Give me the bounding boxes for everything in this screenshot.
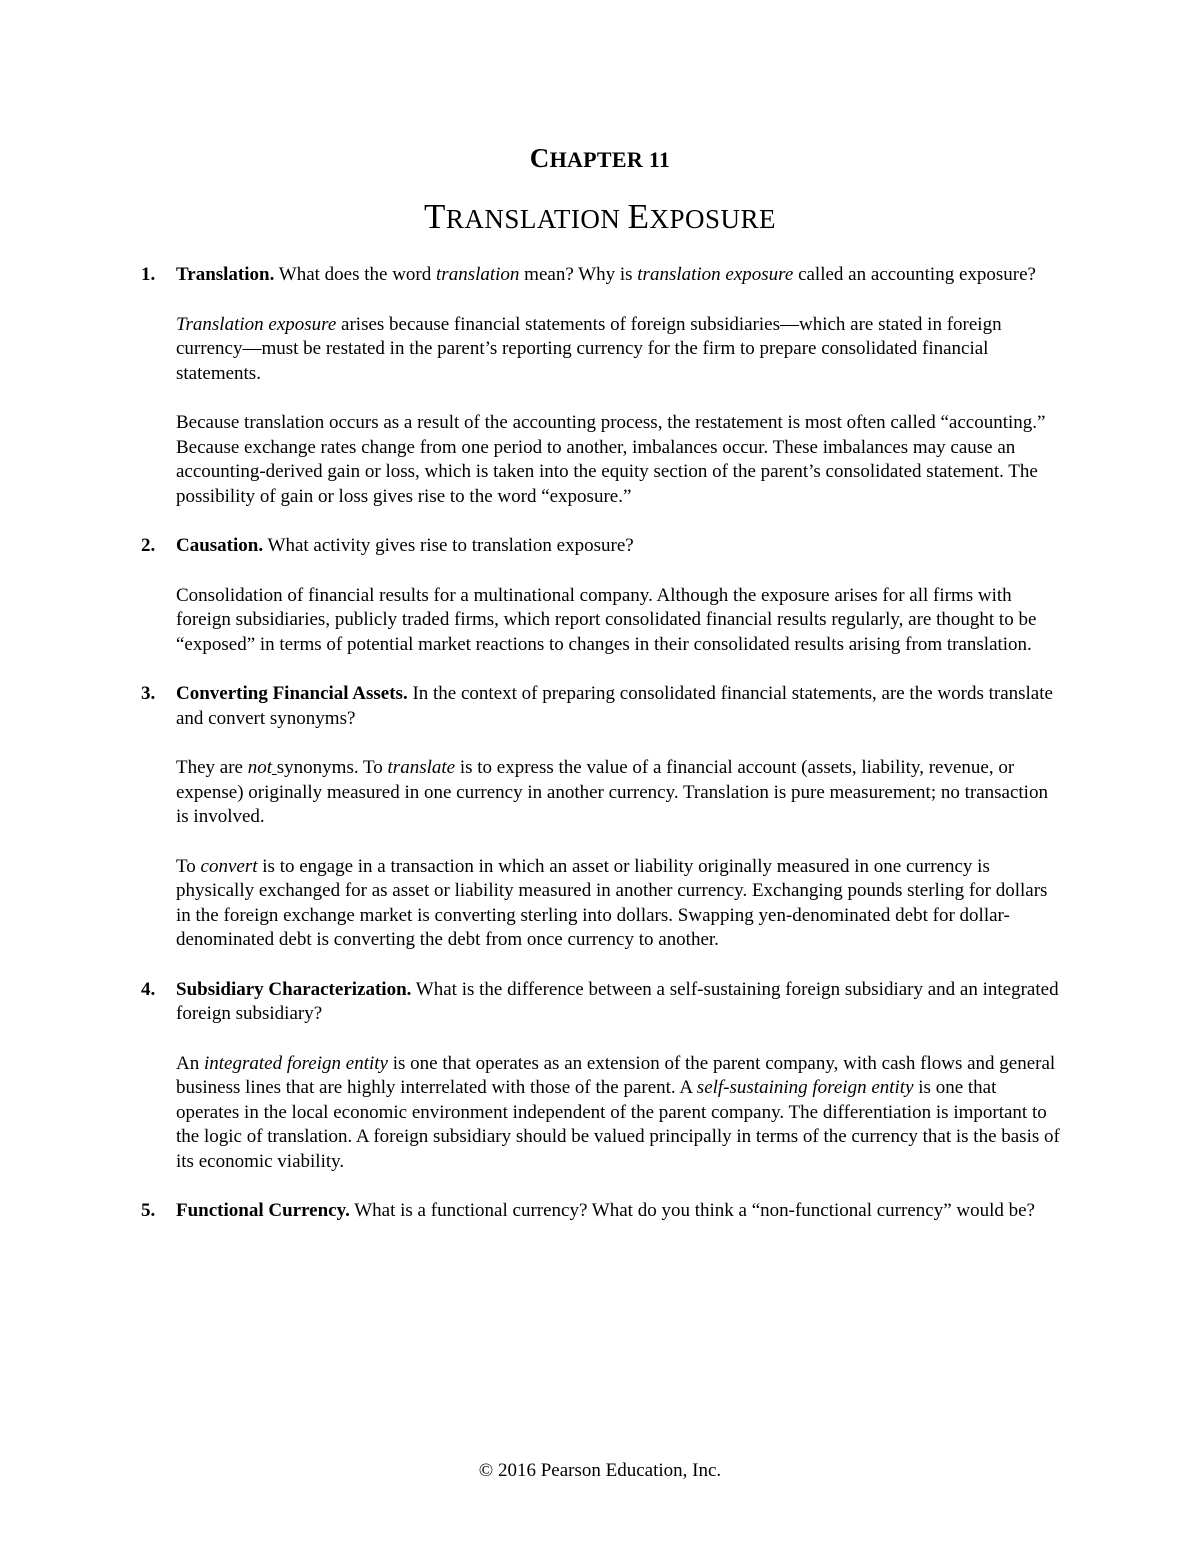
text-run: What is the difference between a self-sustaining foreign subsidiary and an integrated foreign subsidiary? — [176, 978, 1059, 1024]
italic-run: not — [247, 757, 273, 778]
question-item-3 — [141, 682, 1061, 953]
question-text — [176, 534, 1061, 559]
title-word2-rest: XPOSURE — [649, 204, 777, 234]
copyright-footer: © 2016 Pearson Education, Inc. — [478, 1460, 722, 1481]
question-heading: Subsidiary Characterization. — [176, 978, 412, 1000]
chapter-label — [0, 143, 1200, 174]
answer-paragraph: Consolidation of financial results for a multinational company. Although the exposure arises for all firms with foreign subsidiaries, publicly traded firms, which report consolidated financial results regularly, are thought to be “exposed” in terms of potential market reactions to changes in their consolidated results arising from translation. — [176, 584, 1037, 655]
question-number: 5. — [141, 1200, 156, 1221]
text-run: is one that operates as an extension of the parent company, with cash flows and general business lines that are highly interrelated with those of the parent. A — [176, 1052, 1056, 1098]
text-run: They are — [176, 757, 248, 778]
text-run: What is a functional currency? What do you think a “non-functional currency” would be? — [349, 1200, 1035, 1221]
text-run: Because translation occurs as a result of the accounting process, the restatement is most often called “accounting.” Because exchange rates change from one period to another, imbalances occur. These imbalances may cause an accounting-derived gain or loss, which is taken into the equity section of the parent’s consolidated statement. The possibility of gain or loss gives rise to the word “exposure.” — [176, 412, 1046, 507]
question-heading: Causation. — [176, 535, 264, 556]
italic-run: translation — [436, 264, 520, 285]
question-item-1 — [141, 263, 1061, 509]
italic-run: Translation exposure — [176, 313, 337, 335]
text-run: is one that operates in the local economic environment independent of the parent company. The differentiation is important to the logic of translation. A foreign subsidiary should be valued principally in terms of the currency that is the basis of its economic viability. — [176, 1077, 1060, 1172]
italic-run: integrated foreign entity — [203, 1052, 388, 1074]
answer-paragraph — [176, 1052, 1061, 1175]
question-item-2 — [141, 534, 1061, 657]
italic-run: self-sustaining foreign entity — [696, 1077, 914, 1098]
text-run: In the context of preparing consolidated financial statements, are the words translate and convert synonyms? — [176, 683, 1053, 729]
answer-paragraph — [176, 313, 1061, 387]
italic-run: translation exposure — [637, 264, 794, 285]
answer-paragraph — [176, 855, 1061, 953]
question-list — [141, 263, 1061, 1224]
question-heading: Converting Financial Assets. — [176, 683, 408, 704]
chapter-title — [0, 197, 1200, 237]
text-run: is to engage in a transaction in which an asset or liability originally measured in one currency is physically exchanged for as asset or liability measured in another currency. Exchanging pounds sterling for dollars in the foreign exchange market is converting sterling into dollars. Swapping yen-denominated debt for dollar-denominated debt is converting the debt from once currency to another. — [176, 855, 1048, 950]
question-number: 1. — [141, 264, 156, 285]
question-item-4 — [141, 978, 1061, 1175]
text-run: To — [176, 855, 201, 877]
text-run: arises because financial statements of foreign subsidiaries—which are stated in foreign currency—must be restated in the parent’s reporting currency for the firm to prepare consolidated financial statements. — [176, 313, 1002, 384]
text-run: is to express the value of a financial account (assets, liability, revenue, or expense) originally measured in one currency in another currency. Translation is pure measurement; no transaction is involved. — [176, 757, 1048, 827]
italic-run: convert — [200, 855, 258, 877]
text-run: synonyms. To — [276, 757, 388, 778]
question-heading: Functional Currency. — [176, 1200, 350, 1221]
question-number: 4. — [141, 978, 156, 1000]
title-word1-rest: RANSLATION — [445, 204, 621, 234]
text-run: What activity gives rise to translation exposure? — [263, 535, 634, 556]
text-run: called an accounting exposure? — [793, 264, 1036, 285]
question-number: 3. — [141, 683, 156, 704]
text-run: mean? Why is — [519, 264, 638, 285]
question-item-5 — [141, 1199, 1061, 1224]
question-text — [176, 682, 1061, 731]
question-number: 2. — [141, 535, 156, 556]
answer-paragraph — [176, 756, 1061, 830]
text-run: What does the word — [278, 264, 437, 285]
title-word2-initial: E — [627, 197, 650, 236]
answer-paragraph — [176, 411, 1061, 509]
italic-run: translate — [387, 757, 456, 778]
text-run: An — [176, 1052, 204, 1074]
chapter-label-initial: C — [529, 143, 550, 173]
question-text — [176, 978, 1061, 1027]
question-text — [176, 263, 1061, 288]
question-text — [176, 1199, 1061, 1224]
question-heading: Translation. — [176, 264, 275, 285]
chapter-label-rest: HAPTER 11 — [549, 147, 671, 172]
title-word1-initial: T — [423, 197, 446, 236]
